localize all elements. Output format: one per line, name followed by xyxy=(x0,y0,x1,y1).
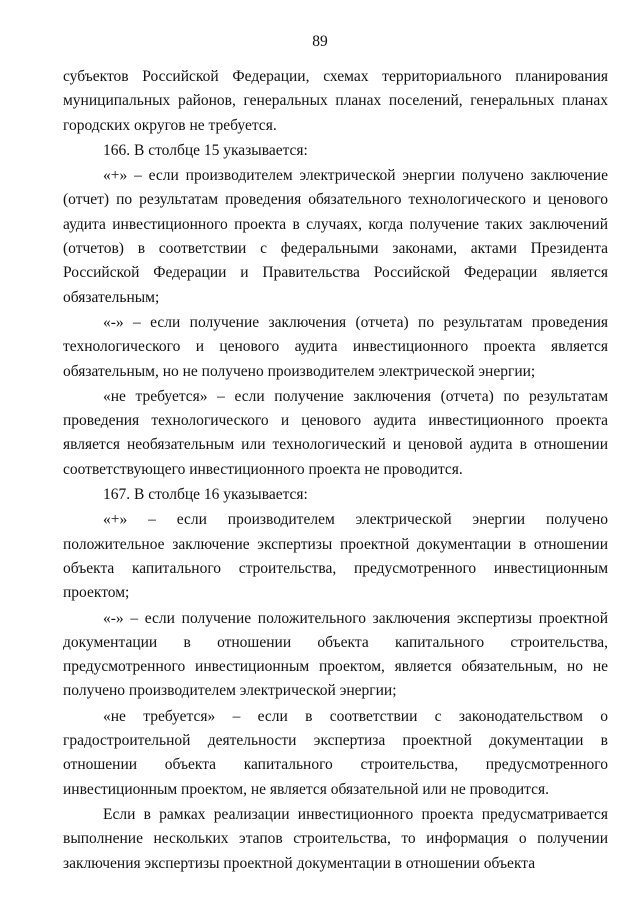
paragraph-item-166-heading: 166. В столбце 15 указывается: xyxy=(103,141,308,159)
paragraph-col15-plus: «+» – если производителем электрической энергии получено заключение (отчет) по результатам проведения обязательного технологического и ценового аудита инвестиционного проекта в случаях, когда получение таких заключений (отчетов) в соответствии с федеральными законами, актами Президента Российской Федерации и Правительства Российской Федерации является обязательным; xyxy=(63,167,608,306)
paragraph-col16-not-required: «не требуется» – если в соответствии с законодательством о градостроительной деятельности экспертиза проектной документации в отношении объекта капитального строительства, предусмотренного инвестиционным проектом, не является обязательной или не проводится. xyxy=(63,707,608,798)
document-body xyxy=(63,65,608,876)
page-number: 89 xyxy=(312,33,328,50)
paragraph-col15-not-required: «не требуется» – если получение заключения (отчета) по результатам проведения технологического и ценового аудита инвестиционного проекта является необязательным или технологический и ценовой аудита в отношении соответствующего инвестиционного проекта не проводится. xyxy=(63,387,608,478)
paragraph-col15-minus: «-» – если получение заключения (отчета) по результатам проведения технологического и ценового аудита инвестиционного проекта является обязательным, но не получено производителем электрической энергии; xyxy=(63,313,608,380)
paragraph-col16-minus: «-» – если получение положительного заключения экспертизы проектной документации в отношении объекта капитального строительства, предусмотренного инвестиционным проектом, является обязательным, но не получено производителем электрической энергии; xyxy=(63,609,608,700)
paragraph-col16-plus: «+» – если производителем электрической энергии получено положительное заключение экспертизы проектной документации в отношении объекта капитального строительства, предусмотренного инвестиционным проектом; xyxy=(63,511,608,602)
paragraph-stages-note: Если в рамках реализации инвестиционного проекта предусматривается выполнение нескольких этапов строительства, то информация о получении заключения экспертизы проектной документации в отношении объекта xyxy=(63,805,608,872)
paragraph-item-167-heading: 167. В столбце 16 указывается: xyxy=(103,486,308,504)
paragraph-continuation: субъектов Российской Федерации, схемах территориального планирования муниципальных районов, генеральных планах поселений, генеральных планах городских округов не требуется. xyxy=(63,68,608,134)
